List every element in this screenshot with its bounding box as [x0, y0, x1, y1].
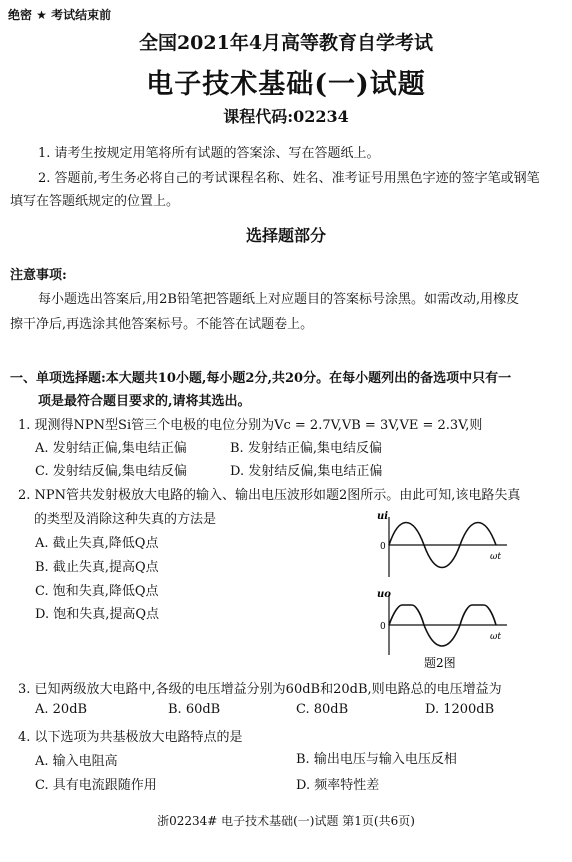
question-3-option-a: A. 20dB: [35, 702, 88, 717]
notes-line-1: 每小题选出答案后,用2B铅笔把答题纸上对应题目的答案标号涂黑。如需改动,用橡皮: [38, 292, 520, 307]
part1-heading-line-2: 项是最符合题目要求的,请将其选出。: [38, 394, 251, 409]
question-3-stem: 3. 已知两级放大电路中,各级的电压增益分别为60dB和20dB,则电路总的电压增益为: [18, 682, 502, 697]
question-1-option-a: A. 发射结正偏,集电结正偏: [35, 441, 187, 456]
question-3-option-b: B. 60dB: [168, 702, 221, 717]
output-origin-label: 0: [380, 622, 386, 632]
figure-caption: 题2图: [424, 656, 456, 670]
output-axis-label: ωt: [490, 632, 501, 642]
question-1-stem: 1. 现测得NPN型Si管三个电极的电位分别为Vc = 2.7V,VB = 3V,VE = 2.3V,则: [18, 418, 483, 433]
instruction-2-cont: 填写在答题纸规定的位置上。: [10, 194, 180, 209]
question-4-stem: 4. 以下选项为共基极放大电路特点的是: [18, 730, 243, 745]
question-2-option-d: D. 饱和失真,提高Q点: [35, 607, 160, 622]
exam-title: 全国2021年4月高等教育自学考试: [138, 32, 434, 54]
section-title: 选择题部分: [245, 226, 326, 245]
subject-title: 电子技术基础(一)试题: [146, 69, 426, 100]
confidential-mark: 绝密 ★ 考试结束前: [8, 8, 112, 22]
question-2-stem-line-2: 的类型及消除这种失真的方法是: [34, 512, 217, 527]
question-2-stem-line-1: 2. NPN管共发射极放大电路的输入、输出电压波形如题2图所示。由此可知,该电路失真: [18, 488, 521, 503]
question-2-option-a: A. 截止失真,降低Q点: [35, 536, 159, 551]
question-4-option-a: A. 输入电阻高: [35, 754, 118, 769]
input-origin-label: 0: [380, 542, 386, 552]
question-4-option-c: C. 具有电流跟随作用: [35, 778, 157, 793]
question-1-option-d: D. 发射结反偏,集电结正偏: [230, 464, 383, 479]
part1-heading-line-1: 一、单项选择题:本大题共10小题,每小题2分,共20分。在每小题列出的备选项中只有一: [10, 371, 512, 386]
input-label: ui: [377, 511, 389, 522]
input-axis-label: ωt: [490, 552, 501, 562]
output-label: uo: [377, 589, 391, 600]
question-3-option-c: C. 80dB: [296, 702, 349, 717]
question-4-option-b: B. 输出电压与输入电压反相: [296, 752, 457, 767]
page-footer: 浙02234# 电子技术基础(一)试题 第1页(共6页): [157, 814, 415, 828]
question-1-option-c: C. 发射结反偏,集电结反偏: [35, 464, 187, 479]
notes-line-2: 擦干净后,再选涂其他答案标号。不能答在试题卷上。: [10, 317, 314, 332]
instruction-1: 1. 请考生按规定用笔将所有试题的答案涂、写在答题纸上。: [38, 146, 380, 161]
question-2-figure: [372, 507, 512, 672]
course-code: 课程代码:02234: [223, 107, 349, 126]
question-4-option-d: D. 频率特性差: [296, 778, 380, 793]
instruction-2: 2. 答题前,考生务必将自己的考试课程名称、姓名、准考证号用黑色字迹的签字笔或钢笔: [38, 171, 540, 186]
question-3-option-d: D. 1200dB: [425, 702, 495, 717]
question-2-option-b: B. 截止失真,提高Q点: [35, 560, 159, 575]
question-2-option-c: C. 饱和失真,降低Q点: [35, 584, 159, 599]
question-1-option-b: B. 发射结正偏,集电结反偏: [230, 441, 382, 456]
notes-title: 注意事项:: [10, 268, 67, 283]
